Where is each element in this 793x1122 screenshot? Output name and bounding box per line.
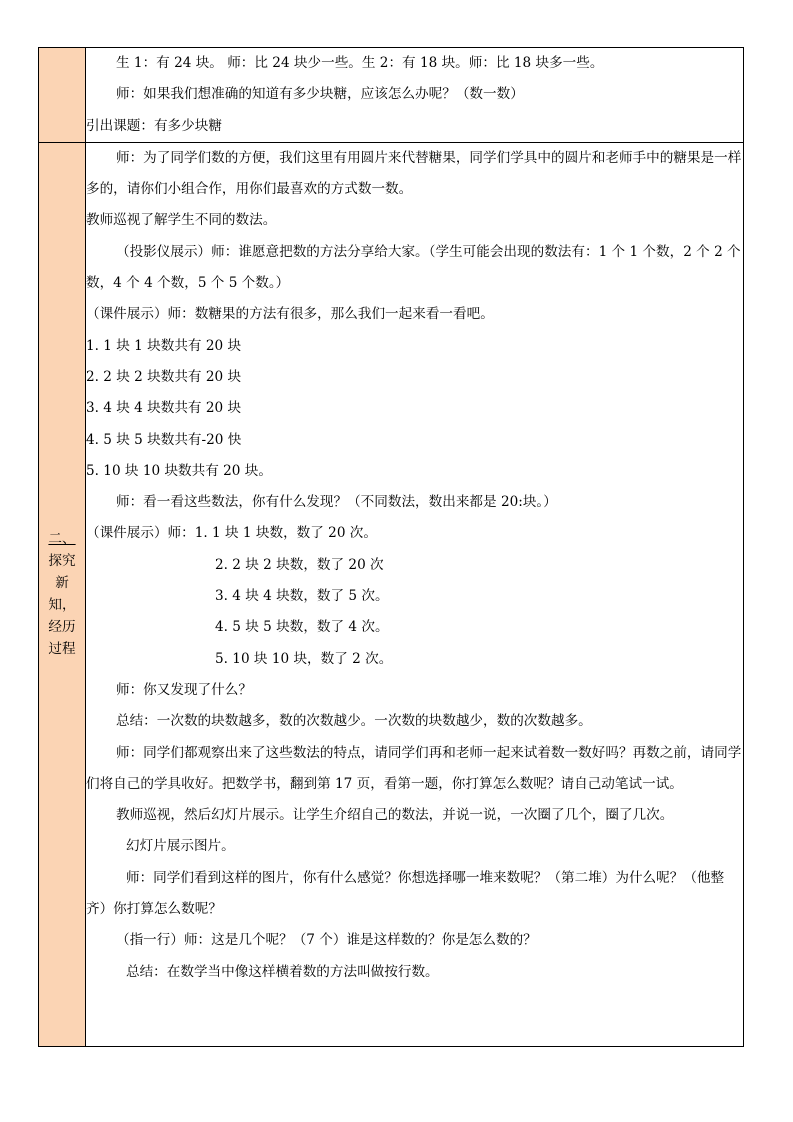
method-item: 2. 2 块 2 块数共有 20 块 (86, 368, 242, 385)
stage-label-part: 经历 (48, 619, 76, 636)
count-item: 5. 10 块 10 块，数了 2 次。 (215, 650, 393, 667)
stage-cell (39, 142, 86, 1046)
paragraph: 教师巡视了解学生不同的数法。 (86, 212, 277, 229)
stage-label-part: 知， (48, 597, 76, 614)
paragraph: （投影仪展示）师：谁愿意把数的方法分享给大家。（学生可能会出现的数法有：1 个 1 个数，2 个 2 个数，4 个 4 个数，5 个 5 个数。） (86, 243, 741, 292)
count-item: （课件展示）师：1. 1 块 1 块数，数了 20 次。 (86, 525, 377, 542)
stage-label (39, 143, 85, 1046)
lesson-plan-table (38, 47, 744, 1047)
content-cell-intro (86, 48, 744, 143)
stage-cell-empty (39, 48, 86, 143)
paragraph: （课件展示）师：数糖果的方法有很多，那么我们一起来看一看吧。 (86, 306, 494, 323)
table-row (39, 142, 744, 1046)
count-item: 2. 2 块 2 块数，数了 20 次 (215, 556, 384, 573)
paragraph: 师：同学们看到这样的图片，你有什么感觉？你想选择哪一堆来数呢？（第二堆）为什么呢？（他整齐）你打算怎么数呢？ (86, 869, 725, 918)
summary-line: 总结：一次数的块数越多，数的次数越少。一次数的块数越少，数的次数越多。 (116, 713, 592, 730)
paragraph: 师：同学们都观察出来了这些数法的特点，请同学们再和老师一起来试着数一数好吗？再数之前，请同学们将自己的学具收好。把数学书，翻到第 17 页，看第一题，你打算怎么数呢？请自己动笔试一试。 (86, 744, 742, 792)
stage-number: 二、 (48, 531, 76, 548)
summary-line: 总结：在数学当中像这样横着数的方法叫做按行数。 (126, 963, 439, 980)
method-item: 5. 10 块 10 块数共有 20 块。 (86, 462, 272, 479)
method-item: 3. 4 块 4 块数共有 20 块 (86, 400, 242, 417)
count-item: 3. 4 块 4 块数，数了 5 次。 (215, 588, 389, 605)
content-cell-explore (86, 142, 744, 1046)
stage-label-part: 过程 (48, 641, 76, 658)
paragraph: 师：为了同学们数的方便，我们这里有用圆片来代替糖果，同学们学具中的圆片和老师手中的糖果是一样多的，请你们小组合作，用你们最喜欢的方式数一数。 (86, 149, 742, 198)
paragraph: 幻灯片展示图片。 (126, 838, 235, 855)
paragraph: 师：看一看这些数法，你有什么发现？（不同数法，数出来都是 20:块。） (116, 494, 557, 511)
dialogue-line: 师：如果我们想准确的知道有多少块糖，应该怎么办呢？（数一数） (116, 86, 524, 103)
method-item: 1. 1 块 1 块数共有 20 块 (86, 337, 242, 354)
count-item: 4. 5 块 5 块数，数了 4 次。 (215, 619, 389, 636)
dialogue-line: 生 1：有 24 块。 师：比 24 块少一些。生 2：有 18 块。师：比 18 块多一些。 (116, 55, 604, 71)
table-row (39, 48, 744, 143)
paragraph: 教师巡视，然后幻灯片展示。让学生介绍自己的数法，并说一说，一次圈了几个，圈了几次。 (116, 807, 674, 824)
paragraph: 师：你又发现了什么？ (116, 681, 252, 698)
stage-label-part: 新 (55, 575, 69, 592)
stage-label-part: 探究 (48, 553, 76, 570)
topic-line: 引出课题：有多少块糖 (86, 117, 222, 134)
paragraph: （指一行）师：这是几个呢？（7 个）谁是这样数的？你是怎么数的？ (116, 932, 537, 949)
method-item: 4. 5 块 5 块数共有-20 快 (86, 431, 242, 448)
